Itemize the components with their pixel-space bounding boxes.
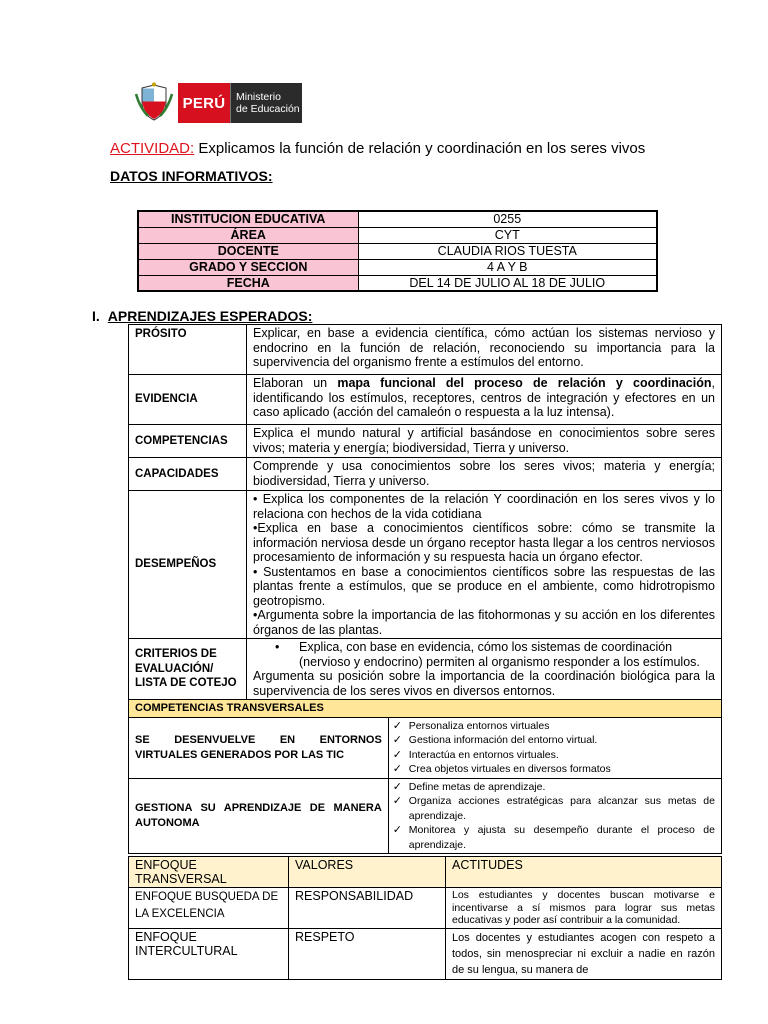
list-item: ✓ Organiza acciones estratégicas para alcanzar sus metas de aprendizaje.	[409, 794, 715, 823]
enfoques-table	[128, 856, 722, 980]
list-item: •Argumenta sobre la importancia de las fitohormonas y su acción en los diferentes órganos de las plantas.	[253, 608, 715, 637]
row-competencias: COMPETENCIAS Explica el mundo natural y artificial basándose en conocimientos sobre seres vivos; materia y energía; biodiversidad, Tierra y universo.	[129, 425, 722, 458]
activity-label: ACTIVIDAD:	[110, 140, 195, 157]
list-item: • Explica, con base en evidencia, cómo los sistemas de coordinación (nervioso y endocrino) permiten al organismo responder a los estímulos.	[275, 640, 700, 669]
activity-title	[110, 140, 645, 157]
learning-table	[128, 324, 722, 854]
table-row: FECHA DEL 14 DE JULIO AL 18 DE JULIO	[138, 275, 657, 291]
list-item: ✓ Personaliza entornos virtuales	[409, 719, 715, 734]
table-row: GRADO Y SECCION 4 A Y B	[138, 259, 657, 275]
row-evidencia: EVIDENCIA Elaboran un mapa funcional del proceso de relación y coordinación, identificando los estímulos, receptores, centros de integración y efectores en un caso aplicado (acción del camaleón o respuesta a la luz intensa).	[129, 375, 722, 425]
list-item: • Sustentamos en base a conocimientos científicos sobre las respuestas de las plantas frente a estímulos, que se produce en el ambiente, como hidrotropismo geotropismo.	[253, 564, 715, 608]
table-row: ÁREA CYT	[138, 227, 657, 243]
table-row: INSTITUCION EDUCATIVA 0255	[138, 211, 657, 227]
coat-of-arms-icon	[134, 82, 174, 124]
list-item: •Explica en base a conocimientos científicos sobre: cómo se transmite la información nerviosa desde un órgano receptor hasta llegar a los centros nerviosos procesamiento de información y su respuesta hacia un órgano efector.	[253, 521, 715, 564]
table-row: DOCENTE CLAUDIA RIOS TUESTA	[138, 243, 657, 259]
table-row: ENFOQUE BUSQUEDA DE LA EXCELENCIA RESPONSABILIDAD Los estudiantes y docentes buscan motivarse e incentivarse a sí mismos para lograr sus metas educativas y poder así contribuir a la comunidad.	[129, 888, 722, 929]
table-row: ENFOQUE INTERCULTURAL RESPETO Los docentes y estudiantes acogen con respeto a todos, sin menospreciar ni excluir a nadie en razón de su lengua, su manera de	[129, 928, 722, 979]
row-competencias-transversales: COMPETENCIAS TRANSVERSALES	[129, 700, 722, 718]
table-header-row: ENFOQUE TRANSVERSAL VALORES ACTITUDES	[129, 857, 722, 888]
list-item: ✓ Monitorea y ajusta su desempeño durante el proceso de aprendizaje.	[409, 823, 715, 852]
section-heading: I. APRENDIZAJES ESPERADOS:	[92, 308, 313, 324]
list-item: • Explica los componentes de la relación Y coordinación en los seres vivos y lo relaciona con hechos de la vida cotidiana	[253, 492, 715, 521]
list-item: ✓ Define metas de aprendizaje.	[409, 780, 715, 795]
row-capacidades: CAPACIDADES Comprende y usa conocimientos sobre los seres vivos; materia y energía; biodiversidad, Tierra y universo.	[129, 458, 722, 491]
row-proposito: PRÓSITO Explicar, en base a evidencia científica, cómo actúan los sistemas nervioso y endocrino en la función de relación, reconociendo su importancia para la supervivencia del organismo frente a estímulos del entorno.	[129, 325, 722, 375]
list-item: ✓ Gestiona información del entorno virtual.	[409, 733, 715, 748]
minedu-logo	[134, 82, 304, 124]
datos-title: DATOS INFORMATIVOS:	[110, 168, 273, 184]
list-item: ✓ Interactúa en entornos virtuales.	[409, 748, 715, 763]
checklist	[388, 778, 721, 854]
row-criterios: CRITERIOS DE EVALUACIÓN/ LISTA DE COTEJO • Explica, con base en evidencia, cómo los sistemas de coordinación (nervioso y endocrino) permiten al organismo responder a los estímulos. Argumenta su posición sobre la importancia de la coordinación biológica para la supervivencia de los seres vivos en diversos entornos.	[129, 639, 722, 700]
row-desempenos: DESEMPEÑOS • Explica los componentes de la relación Y coordinación en los seres vivos y lo relaciona con hechos de la vida cotidiana •Explica en base a conocimientos científicos sobre: cómo se transmite la información nerviosa desde un órgano receptor hasta llegar a los centros nerviosos procesamiento de información y su respuesta hacia un órgano efector. • Sustentamos en base a conocimientos científicos sobre las respuestas de las plantas frente a estímulos, que se produce en el ambiente, como hidrotropismo geotropismo. •Argumenta sobre la importancia de las fitohormonas y su acción en los diferentes órganos de las plantas.	[129, 491, 722, 639]
list-item: ✓ Crea objetos virtuales en diversos formatos	[409, 762, 715, 777]
logo-peru: PERÚ	[178, 83, 230, 123]
activity-text: Explicamos la función de relación y coordinación en los seres vivos	[198, 140, 646, 157]
row-transversal-autonomo: GESTIONA SU APRENDIZAJE DE MANERA AUTONOMA ✓ Define metas de aprendizaje. ✓ Organiza acciones estratégicas para alcanzar sus metas de aprendizaje. ✓ Monitorea y ajusta su desempeño durante el proceso de aprendizaje.	[129, 778, 722, 854]
checklist	[388, 717, 721, 778]
row-transversal-tic: SE DESENVUELVE EN ENTORNOS VIRTUALES GENERADOS POR LAS TIC ✓ Personaliza entornos virtuales ✓ Gestiona información del entorno virtual. ✓ Interactúa en entornos virtuales. ✓ Crea objetos virtuales en diversos formatos	[129, 717, 722, 778]
logo-ministry: Ministerio de Educación	[230, 83, 302, 123]
info-table	[137, 210, 658, 292]
